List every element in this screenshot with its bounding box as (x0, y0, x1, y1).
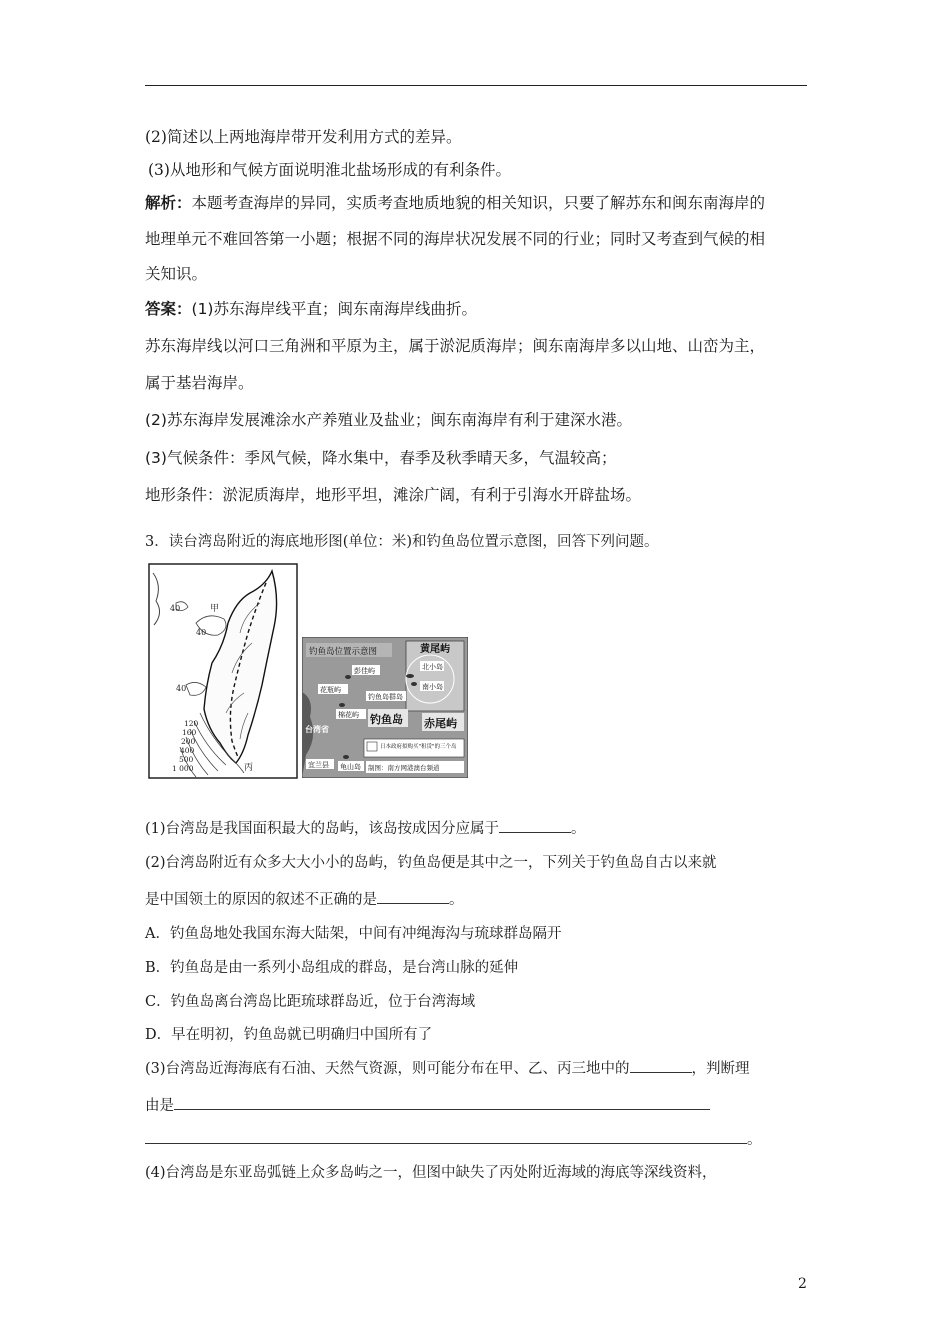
question-3-1-end: 。 (571, 821, 586, 837)
answer-blank (174, 1095, 710, 1110)
label-huaping: 花瓶屿 (320, 686, 341, 694)
answer-blank (630, 1058, 692, 1073)
depth-label: 120 (184, 719, 199, 728)
question-3-4: (4)台湾岛是东亚岛弧链上众多岛屿之一，但图中缺失了丙处附近海域的海底等深线资料， (145, 1165, 717, 1181)
answer-line-6: 地形条件：淤泥质海岸，地形平坦，滩涂广阔，有利于引海水开辟盐场。 (145, 486, 642, 504)
depth-label: 400 (180, 746, 195, 755)
question-2-3: (3)从地形和气候方面说明淮北盐场形成的有利条件。 (148, 161, 511, 179)
analysis-text-1: 本题考查海岸的异同，实质考查地质地貌的相关知识，只要了解苏东和闽东南海岸的 (191, 194, 766, 212)
answer-blank (145, 1129, 747, 1144)
question-3-2-end: 。 (449, 892, 464, 908)
answer-line-2: 苏东海岸线以河口三角洲和平原为主，属于淤泥质海岸；闽东南海岸多以山地、山峦为主， (145, 337, 766, 355)
answer-line-4: (2)苏东海岸发展滩涂水产养殖业及盐业；闽东南海岸有利于建深水港。 (145, 411, 632, 429)
option-b: B．钓鱼岛是由一系列小岛组成的群岛，是台湾山脉的延伸 (145, 960, 519, 976)
answer-blank (499, 818, 571, 833)
question-3-2-line-1: (2)台湾岛附近有众多大大小小的岛屿，钓鱼岛便是其中之一，下列关于钓鱼岛自古以来就 (145, 855, 717, 871)
label-diaoyu: 钓鱼岛 (370, 713, 403, 726)
depth-label: 160 (182, 728, 197, 737)
answer-blank (377, 889, 449, 904)
question-3-1 (145, 818, 586, 839)
analysis-label: 解析： (145, 194, 192, 212)
question-3-2-text: 是中国领土的原因的叙述不正确的是 (145, 892, 377, 908)
label-yilan: 宜兰县 (308, 761, 329, 769)
map2-legend: 日本政府拟购买"租赁"的三个岛 (380, 744, 457, 750)
label-nanxiao: 南小岛 (422, 683, 443, 691)
depth-label: 40 (170, 604, 181, 613)
question-3-3-text-2: ，判断理 (691, 1061, 750, 1077)
analysis-line-1 (145, 193, 765, 213)
label-beixiao: 北小岛 (422, 663, 443, 671)
analysis-line-2: 地理单元不难回答第一小题；根据不同的海岸状况发展不同的行业；同时又考查到气候的相 (145, 230, 766, 248)
label-mianhua: 棉花屿 (338, 711, 359, 719)
question-3-3-line-2 (145, 1095, 710, 1116)
depth-label: 40 (196, 628, 207, 637)
question-3-title: 3．读台湾岛附近的海底地形图(单位：米)和钓鱼岛位置示意图，回答下列问题。 (145, 534, 659, 550)
question-3-3-end: 。 (747, 1132, 762, 1148)
question-3-3-reason: 由是 (145, 1098, 174, 1114)
answer-line-1 (145, 299, 477, 319)
answer-text-1: (1)苏东海岸线平直；闽东南海岸线曲折。 (191, 300, 477, 318)
map2-title: 钓鱼岛位置示意图 (309, 647, 378, 657)
question-3-1-text: (1)台湾岛是我国面积最大的岛屿，该岛按成因分应属于 (145, 821, 500, 837)
question-3-3-line-1 (145, 1058, 750, 1079)
option-d: D．早在明初，钓鱼岛就已明确归中国所有了 (145, 1027, 433, 1043)
map2-credit: 制图：南方网港澳台频道 (368, 764, 440, 772)
option-a: A．钓鱼岛地处我国东海大陆架，中间有冲绳海沟与琉球群岛隔开 (145, 926, 562, 942)
option-c: C．钓鱼岛离台湾岛比距琉球群岛近，位于台湾海域 (145, 994, 476, 1010)
map-label-bing: 丙 (244, 763, 254, 773)
label-chiwei: 赤尾屿 (424, 717, 457, 730)
page-number: 2 (798, 1276, 807, 1292)
answer-line-3: 属于基岩海岸。 (145, 374, 254, 392)
label-taiwan: 台湾省 (305, 725, 329, 734)
label-huangwei: 黄尾屿 (420, 644, 450, 655)
taiwan-seafloor-map (148, 563, 298, 779)
label-guishan: 龟山岛 (340, 763, 361, 771)
question-2-2: (2)简述以上两地海岸带开发利用方式的差异。 (145, 128, 462, 146)
answer-line-5: (3)气候条件：季风气候，降水集中，春季及秋季晴天多，气温较高； (145, 449, 617, 467)
question-3-3-line-3 (145, 1129, 762, 1150)
depth-label: 1 000 (172, 764, 194, 773)
depth-label: 200 (181, 737, 196, 746)
header-rule (145, 85, 807, 86)
map-label-jia: 甲 (210, 604, 220, 614)
label-diaoyu-qundao: 钓鱼岛群岛 (368, 693, 403, 701)
depth-label: 500 (179, 755, 194, 764)
label-pengjia: 彭佳屿 (354, 667, 375, 675)
answer-label: 答案： (145, 300, 192, 318)
question-3-2-line-2 (145, 889, 464, 910)
analysis-line-3: 关知识。 (145, 265, 208, 283)
question-3-3-text: (3)台湾岛近海海底有石油、天然气资源，则可能分布在甲、乙、丙三地中的 (145, 1061, 630, 1077)
diaoyu-location-map (302, 637, 468, 778)
depth-label: 40 (176, 684, 187, 693)
